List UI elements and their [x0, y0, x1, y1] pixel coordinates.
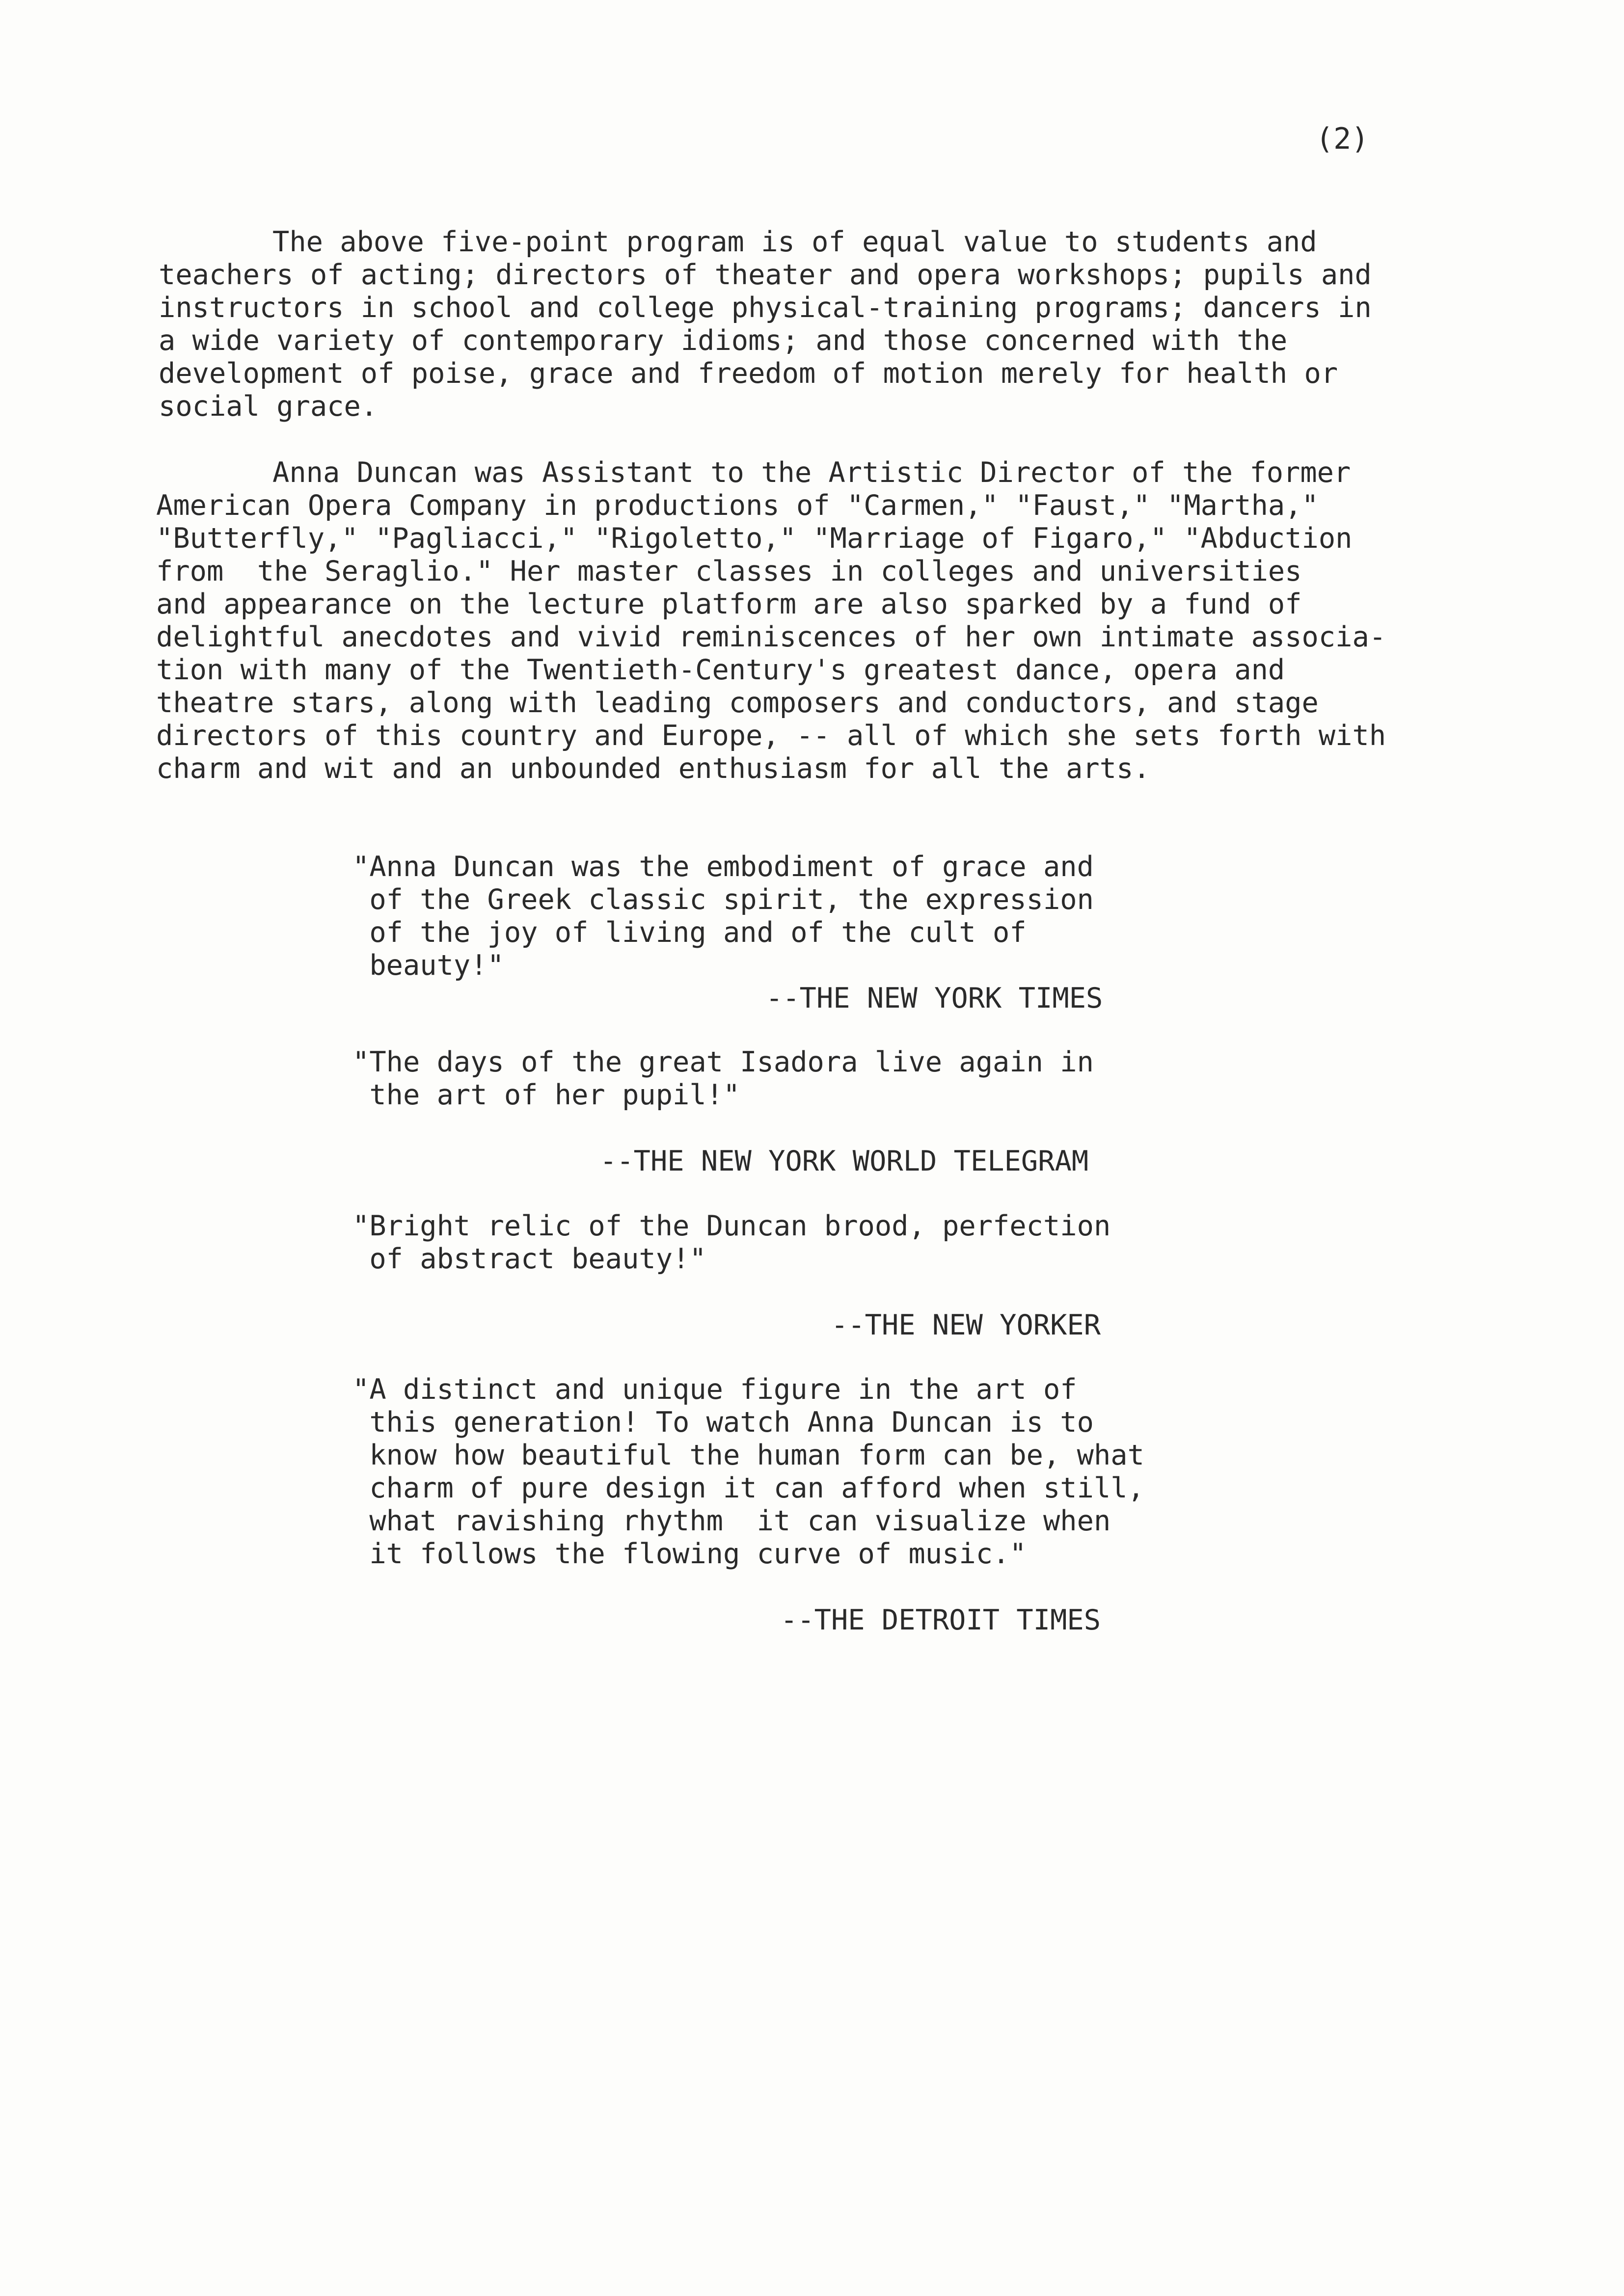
paragraph-line: directors of this country and Europe, -- all of which she sets forth with — [156, 720, 1386, 752]
quote-line: what ravishing rhythm it can visualize when — [352, 1505, 1111, 1537]
paragraph-line: development of poise, grace and freedom of motion merely for health or — [159, 357, 1338, 390]
paragraph-line: American Opera Company in productions of "Carmen," "Faust," "Martha," — [156, 489, 1319, 522]
quote-line: of the Greek classic spirit, the expression — [352, 883, 1094, 916]
paragraph-line: charm and wit and an unbounded enthusiasm for all the arts. — [156, 752, 1150, 785]
quote-line: of abstract beauty!" — [352, 1243, 706, 1275]
paragraph-line: tion with many of the Twentieth-Century's greatest dance, opera and — [156, 654, 1285, 686]
quote-line: of the joy of living and of the cult of — [352, 916, 1027, 949]
paragraph-line: instructors in school and college physical-training programs; dancers in — [159, 292, 1372, 324]
quote-line: the art of her pupil!" — [352, 1079, 740, 1111]
paragraph-line: from the Seraglio." Her master classes in colleges and universities — [156, 555, 1302, 587]
quote-source: --THE NEW YORKER — [831, 1309, 1101, 1341]
page-number: (2) — [1316, 122, 1369, 156]
paragraph-line: delightful anecdotes and vivid reminiscences of her own intimate associa- — [156, 621, 1386, 653]
quote-line: this generation! To watch Anna Duncan is to — [352, 1406, 1094, 1439]
paragraph-line: "Butterfly," "Pagliacci," "Rigoletto," "Marriage of Figaro," "Abduction — [156, 522, 1353, 555]
paragraph-line: a wide variety of contemporary idioms; and those concerned with the — [159, 324, 1288, 357]
paragraph-line: theatre stars, along with leading composers and conductors, and stage — [156, 687, 1319, 719]
quote-line: "The days of the great Isadora live again in — [352, 1046, 1094, 1078]
paragraph-line: and appearance on the lecture platform are also sparked by a fund of — [156, 588, 1302, 620]
quote-line: know how beautiful the human form can be, what — [352, 1439, 1144, 1471]
quote-line: "Bright relic of the Duncan brood, perfection — [352, 1210, 1111, 1242]
quote-line: beauty!" — [352, 949, 504, 982]
quote-source: --THE NEW YORK TIMES — [766, 982, 1103, 1015]
quote-line: "Anna Duncan was the embodiment of grace and — [352, 851, 1094, 883]
paragraph-line: social grace. — [159, 390, 378, 423]
quote-source: --THE NEW YORK WORLD TELEGRAM — [600, 1145, 1089, 1177]
quote-line: "A distinct and unique figure in the art of — [352, 1373, 1077, 1406]
paragraph-line: teachers of acting; directors of theater and opera workshops; pupils and — [159, 259, 1372, 291]
quote-source: --THE DETROIT TIMES — [781, 1604, 1101, 1636]
paragraph-line: Anna Duncan was Assistant to the Artistic Director of the former — [272, 456, 1351, 489]
paragraph-line: The above five-point program is of equal value to students and — [272, 226, 1317, 258]
quote-line: it follows the flowing curve of music." — [352, 1538, 1027, 1570]
quote-line: charm of pure design it can afford when still, — [352, 1472, 1144, 1504]
